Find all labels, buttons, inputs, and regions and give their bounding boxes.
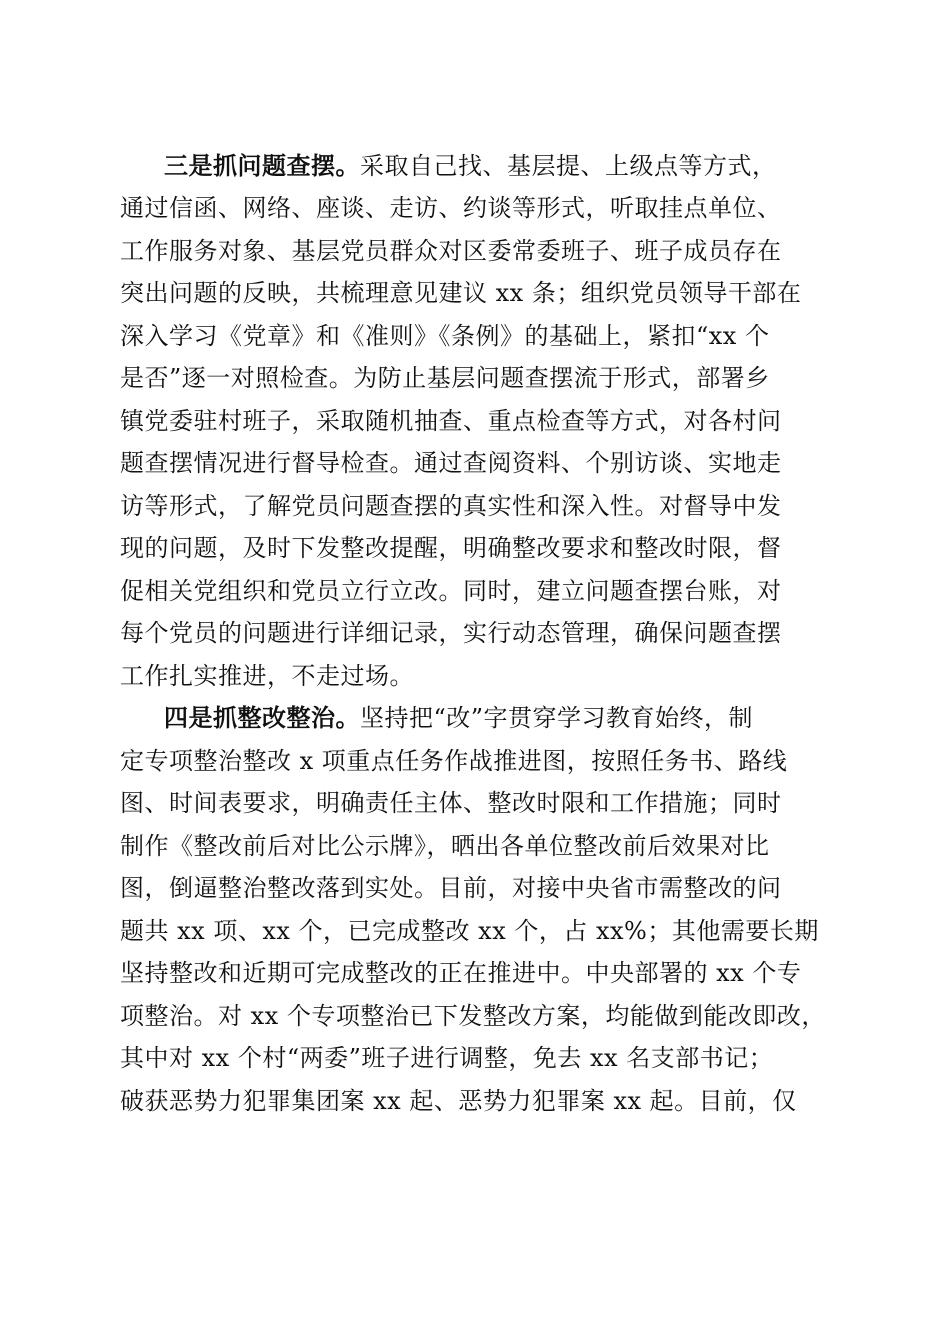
paragraph-1-heading: 三是抓问题查摆。 xyxy=(164,151,360,180)
paragraph-2-line-1: 坚持把“改”字贯穿学习教育始终，制 xyxy=(360,704,754,732)
paragraph-1-first-line xyxy=(164,146,950,186)
paragraph-1-line-4: 突出问题的反映，共梳理意见建议 xx 条；组织党员领导干部在 xyxy=(120,279,802,307)
paragraph-2-first-line xyxy=(164,698,950,738)
paragraph-1-line-1: 采取自己找、基层提、上级点等方式， xyxy=(360,152,777,180)
paragraph-2-line-2: 定专项整治整改 x 项重点任务作战推进图，按照任务书、路线 xyxy=(120,747,788,775)
paragraph-1-line-12: 每个党员的问题进行详细记录，实行动态管理，确保问题查摆 xyxy=(120,619,782,647)
paragraph-1-line-7: 镇党委驻村班子，采取随机抽查、重点检查等方式，对各村问 xyxy=(120,407,782,435)
paragraph-1-line-6: 是否”逐一对照检查。为防止基层问题查摆流于形式，部署乡 xyxy=(120,364,770,392)
paragraph-1-line-13: 工作扎实推进，不走过场。 xyxy=(120,662,414,690)
paragraph-2-line-4: 制作《整改前后对比公示牌》，晒出各单位整改前后效果对比 xyxy=(120,832,770,860)
paragraph-2-line-8: 项整治。对 xx 个专项整治已下发整改方案，均能做到能改即改， xyxy=(120,1002,826,1030)
paragraph-1-line-3: 工作服务对象、基层党员群众对区委常委班子、班子成员存在 xyxy=(120,237,782,265)
paragraph-1-line-9: 访等形式，了解党员问题查摆的真实性和深入性。对督导中发 xyxy=(120,492,782,520)
paragraph-2-line-6: 题共 xx 项、xx 个，已完成整改 xx 个，占 xx%；其他需要长期 xyxy=(120,917,819,945)
paragraph-2-heading: 四是抓整改整治。 xyxy=(164,703,360,732)
paragraph-1-line-8: 题查摆情况进行督导检查。通过查阅资料、个别访谈、实地走 xyxy=(120,449,782,477)
paragraph-1-line-10: 现的问题，及时下发整改提醒，明确整改要求和整改时限，督 xyxy=(120,534,782,562)
paragraph-2-line-10: 破获恶势力犯罪集团案 xx 起、恶势力犯罪案 xx 起。目前，仅 xyxy=(120,1087,797,1115)
paragraph-1-line-5: 深入学习《党章》和《准则》《条例》的基础上，紧扣“xx 个 xyxy=(120,322,770,350)
paragraph-2-line-5: 图，倒逼整治整改落到实处。目前，对接中央省市需整改的问 xyxy=(120,874,782,902)
paragraph-2-line-3: 图、时间表要求，明确责任主体、整改时限和工作措施；同时 xyxy=(120,789,782,817)
paragraph-1-line-2: 通过信函、网络、座谈、走访、约谈等形式，听取挂点单位、 xyxy=(120,194,782,222)
paragraph-2-line-7: 坚持整改和近期可完成整改的正在推进中。中央部署的 xx 个专 xyxy=(120,959,802,987)
paragraph-2-line-9: 其中对 xx 个村“两委”班子进行调整，免去 xx 名支部书记； xyxy=(120,1044,774,1072)
paragraph-1-line-11: 促相关党组织和党员立行立改。同时，建立问题查摆台账，对 xyxy=(120,577,782,605)
